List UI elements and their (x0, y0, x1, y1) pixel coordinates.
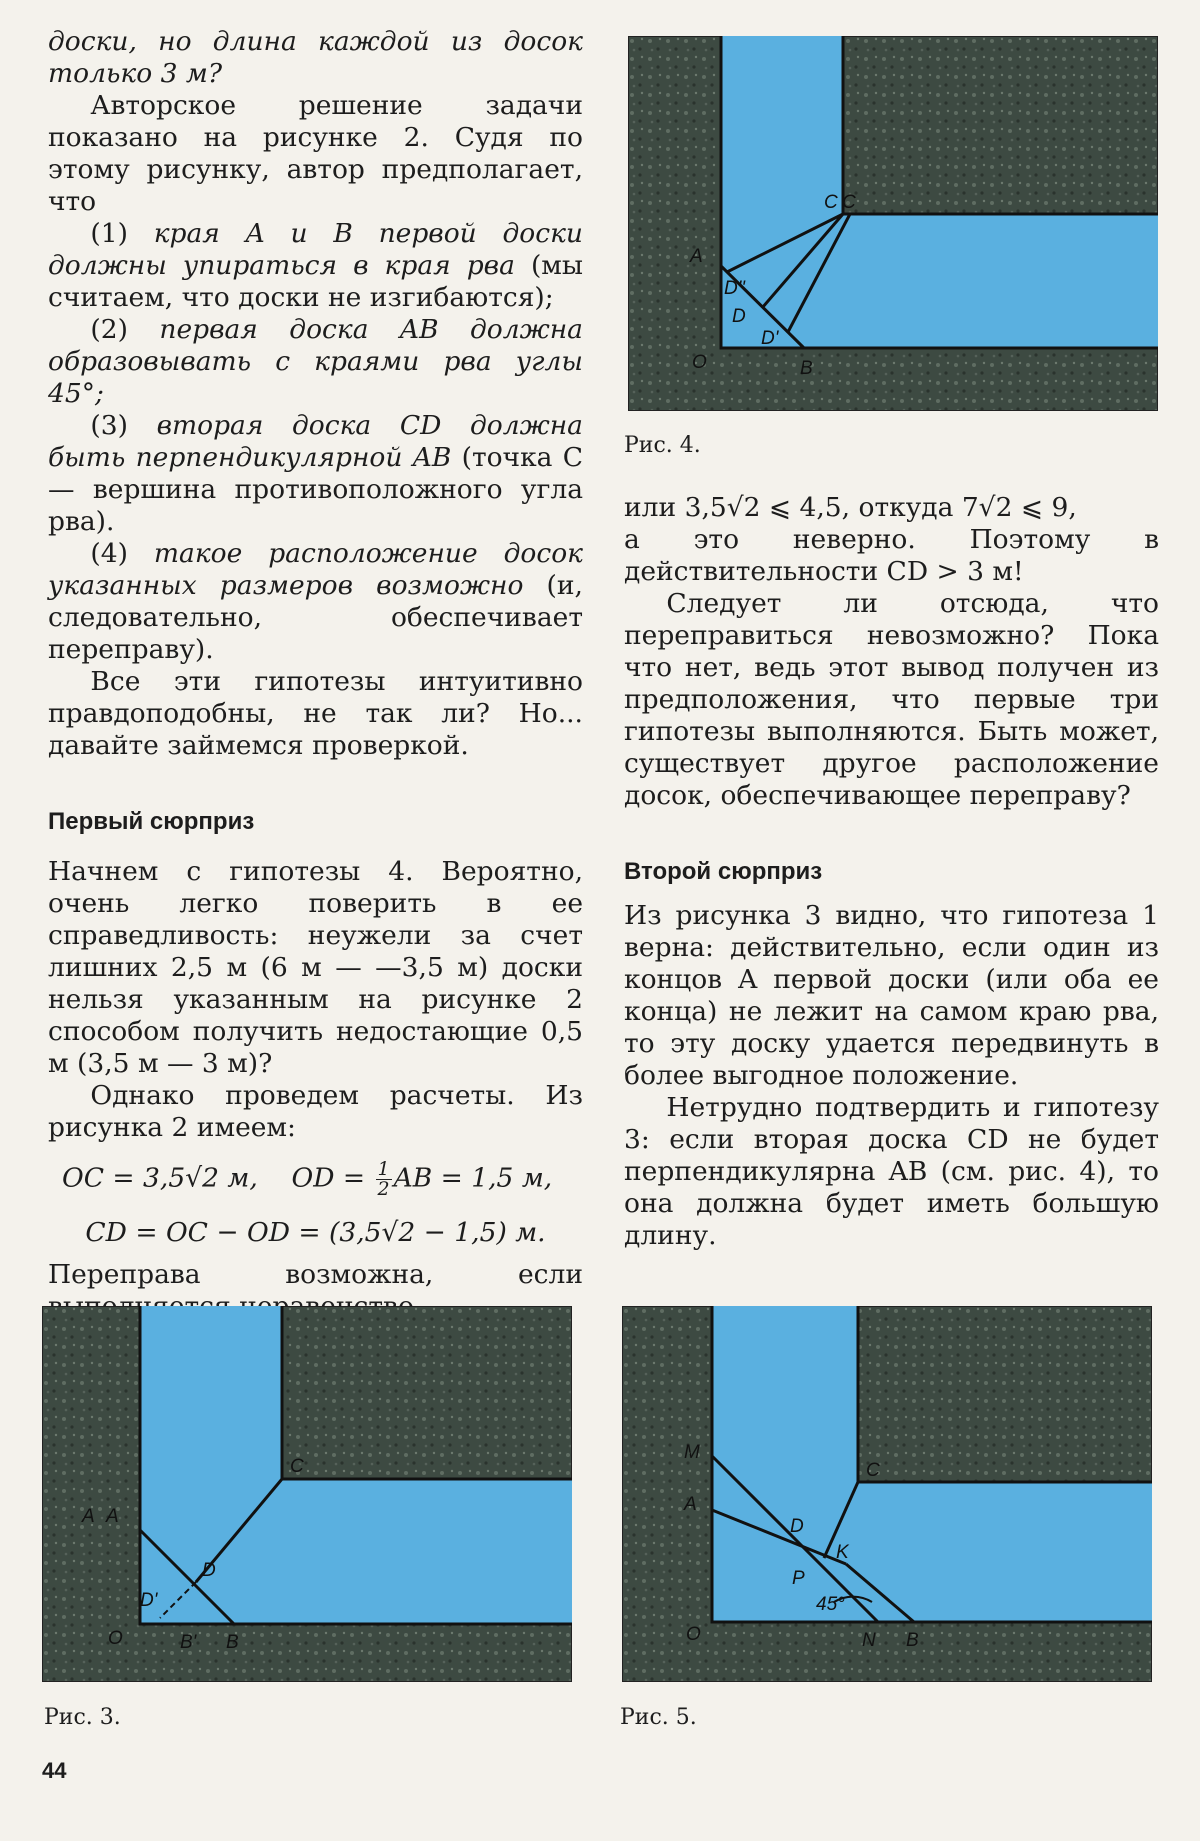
author-paragraph: Авторское решение задачи показано на рисунке 2. Судя по этому рисунку, автор предполагает, что (48, 90, 583, 217)
begin-paragraph: Начнем с гипотезы 4. Вероятно, очень легко поверить в ее справедливость: неужели за счет лишних 2,5 м (6 м — —3,5 м) доски нельзя указанным на рисунке 2 способом получить недостающие 0,5 м (3,5 м — 3 м)? (48, 856, 583, 1079)
left-column (48, 26, 583, 1367)
fig5-label-d: D (790, 1516, 804, 1537)
fig3-label-b: B (226, 1632, 239, 1653)
fig5-label-45: 45° (816, 1594, 845, 1615)
fig3-label-a2: A (106, 1506, 119, 1527)
hypothesis-4: (4) такое расположение досок указанных размеров возможно (и, следовательно, обеспечивает переправу). (48, 538, 583, 665)
fig3-label-a1: A (82, 1506, 95, 1527)
fig4-label-c2: C (842, 192, 856, 213)
hypothesis-1: (1) края A и B первой доски должны упираться в края рва (мы считаем, что доски не изгибаются); (48, 218, 584, 313)
page-number: 44 (42, 1758, 67, 1783)
fig4-label-o: O (692, 352, 707, 373)
fraction-one-half: $\frac{1}{2}$ (377, 1158, 390, 1200)
figure-4 (628, 36, 1158, 411)
fig5-label-a: A (684, 1494, 697, 1515)
formula-cd: CD = OC − OD = (3,5√2 − 1,5) м. (85, 1217, 546, 1248)
fig3-label-d1: D' (140, 1590, 158, 1611)
figure-3 (42, 1306, 572, 1682)
formula-sqrt-inequality: или 3,5√2 ⩽ 4,5, откуда 7√2 ⩽ 9, (624, 492, 1077, 523)
calc-paragraph: Однако проведем расчеты. Из рисунка 2 имеем: (48, 1080, 583, 1143)
fig5-label-o: O (686, 1624, 701, 1645)
fig4-label-c1: C (824, 192, 838, 213)
fig5-label-n: N (862, 1630, 876, 1651)
heading-first-surprise: Первый сюрприз (48, 808, 255, 835)
right-column (624, 492, 1159, 1252)
wrong-paragraph: а это неверно. Поэтому в действительности CD > 3 м! (624, 524, 1159, 587)
formula-oc-od: OC = 3,5√2 м, OD = $\frac{1}{2}$ AB = 1,5 м, (62, 1158, 553, 1200)
figure-4-caption: Рис. 4. (624, 433, 701, 458)
fig4-paragraph: Нетрудно подтвердить и гипотезу 3: если вторая доска CD не будет перпендикулярна AB (см. рис. 4), то она должна будет иметь большую длину. (624, 1092, 1159, 1251)
figure-3-caption: Рис. 3. (44, 1705, 121, 1730)
fig4-label-b: B (800, 358, 813, 379)
fig5-label-k: K (836, 1542, 849, 1563)
heading-second-surprise: Второй сюрприз (624, 858, 823, 885)
follow-paragraph: Следует ли отсюда, что переправиться невозможно? Пока что нет, ведь этот вывод получен из предположения, что первые три гипотезы выполняются. Быть может, существует другое расположение досок, обеспечивающее переправу? (624, 588, 1159, 811)
fig4-label-d2: D'' (724, 278, 745, 299)
fig5-label-p: P (792, 1568, 805, 1589)
possible-paragraph: Переправа возможна, если (48, 1259, 583, 1290)
fig5-label-c: C (866, 1460, 880, 1481)
fig3-label-o: O (108, 1628, 123, 1649)
fig4-label-d1: D' (761, 328, 779, 349)
intro-paragraph: доски, но длина каждой из досок только 3 м? (48, 26, 583, 89)
hypothesis-2: (2) первая доска AB должна образовывать с краями рва углы 45°; (48, 314, 583, 409)
fig5-label-b: B (906, 1630, 919, 1651)
check-paragraph: Все эти гипотезы интуитивно правдоподобны, не так ли? Но... давайте займемся проверкой. (48, 666, 583, 761)
fig3-label-b1: B' (180, 1632, 197, 1653)
hypothesis-3: (3) вторая доска CD должна быть перпендикулярной AB (точка C — вершина противоположного угла рва). (48, 410, 583, 537)
fig3-paragraph: Из рисунка 3 видно, что гипотеза 1 верна: действительно, если один из концов A первой доски (или оба ее конца) не лежит на самом краю рва, то эту доску удается передвинуть в более выгодное положение. (624, 900, 1159, 1091)
fig4-label-a: A (690, 246, 703, 267)
fig4-label-d: D (732, 306, 746, 327)
fig5-label-m: M (684, 1442, 700, 1463)
fig3-label-c: C (290, 1456, 304, 1477)
fig3-label-d: D (202, 1560, 216, 1581)
figure-5-caption: Рис. 5. (620, 1705, 697, 1730)
figure-5 (622, 1306, 1152, 1682)
